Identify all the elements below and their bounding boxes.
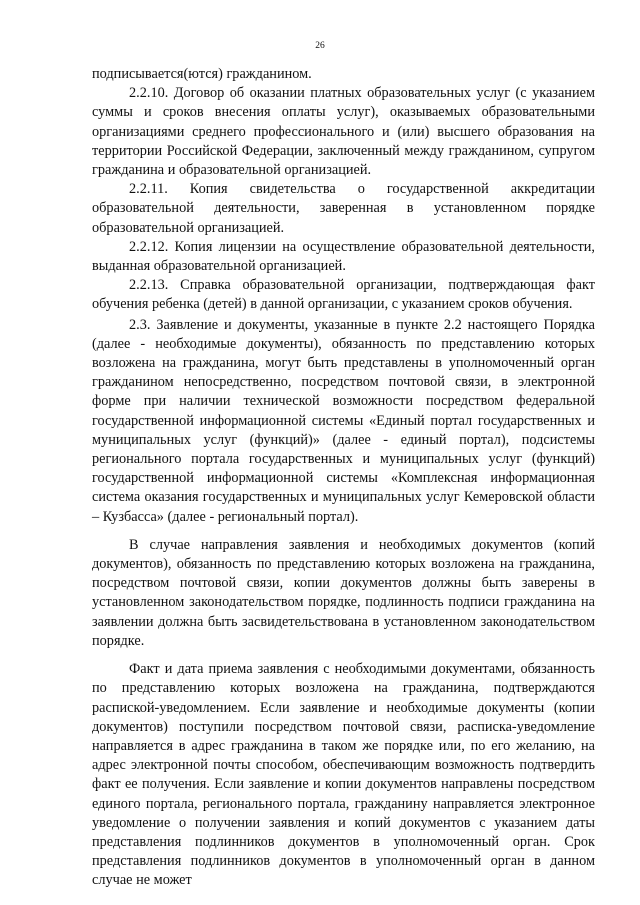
page-number: 26 — [315, 41, 325, 51]
paragraph-postal-submission: В случае направления заявления и необходимых документов (копий документов), обязанность по представлению которых возложена на гражданина, посредством почтовой связи, копии документов должны быть заверены в установленном законодательством порядке, подлинность подписи гражданина на заявлении должна быть засвидетельствована в установленном законодательством порядке. — [92, 536, 595, 649]
document-body — [92, 65, 595, 891]
paragraph-receipt-notification: Факт и дата приема заявления с необходимыми документами, обязанность по представлению которых возложена на гражданина, подтверждаются распиской-уведомлением. Если заявление и необходимые документы (копии документов) поступили посредством почтовой связи, расписка-уведомление направляется в адрес гражданина в таком же порядке или, по его желанию, на адрес электронной почты способом, обеспечивающим возможность подтвердить факт ее получения. Если заявление и копии документов направлены посредством единого портала, регионального портала, гражданину направляется электронное уведомление о получении заявления и копий документов с указанием даты представления подлинников документов в уполномоченный орган. Срок представления подлинников документов в уполномоченный орган в данном случае не может — [92, 661, 595, 889]
paragraph-2-3: 2.3. Заявление и документы, указанные в пункте 2.2 настоящего Порядка (далее - необходимые документы), обязанность по представлению которых возложена на гражданина, могут быть представлены в уполномоченный орган гражданином непосредственно, посредством почтовой связи, в электронной форме при наличии технической возможности посредством федеральной государственной информационной системы «Единый портал государственных и муниципальных услуг (функций)» (далее - единый портал), подсистемы регионального портала государственных и муниципальных услуг (функций) государственной информационной системы «Комплексная информационная система оказания государственных и муниципальных услуг Кемеровской области – Кузбасса» (далее - региональный портал). — [92, 316, 595, 525]
paragraph-2-2-12: 2.2.12. Копия лицензии на осуществление образовательной деятельности, выданная образовательной организацией. — [92, 238, 595, 275]
paragraph-2-2-11: 2.2.11. Копия свидетельства о государственной аккредитации образовательной деятельности, заверенная в установленном порядке образовательной организацией. — [92, 181, 595, 236]
paragraph-2-2-13: 2.2.13. Справка образовательной организации, подтверждающая факт обучения ребенка (детей) в данной организации, с указанием сроков обучения. — [92, 277, 595, 313]
paragraph-2-2-10: 2.2.10. Договор об оказании платных образовательных услуг (с указанием суммы и сроков внесения оплаты услуг), оказываемых образовательными организациями среднего профессионального и (или) высшего образования на территории Российской Федерации, заключенный между гражданином, супругом гражданина и образовательной организацией. — [92, 85, 595, 179]
paragraph-continuation: подписывается(ются) гражданином. — [92, 66, 312, 82]
